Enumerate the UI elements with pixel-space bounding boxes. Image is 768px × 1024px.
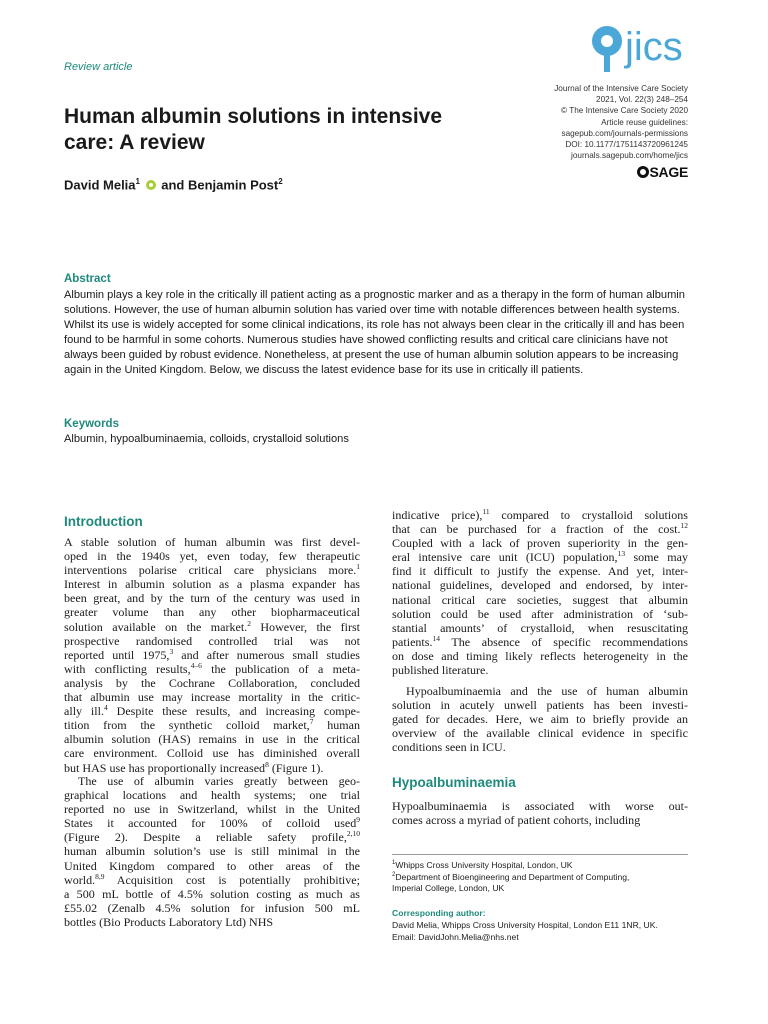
footnote-affiliation-2 [392,870,692,895]
footnote-text: Department of Bioengineering and Department of Computing, [395,871,630,882]
body-paragraph-1 [392,508,688,677]
text-run: ally ill. [64,704,104,719]
text-run: been great, and by the turn of the century was used in [64,591,360,606]
text-line [64,563,360,577]
text-run: find it difficult to justify the expense. And yet, inter- [392,564,688,579]
journal-name: Journal of the Intensive Care Society [554,84,688,93]
text-line [64,816,360,830]
text-run: Interest in albumin solution as a plasma expander has [64,577,360,592]
citation-ref[interactable]: 2,10 [346,829,360,839]
text-run: (Figure 1). [268,760,324,775]
text-line [64,620,360,634]
section-heading-introduction: Introduction [64,514,143,529]
text-line [392,593,688,607]
intro-paragraph-1 [64,535,360,775]
text-line [64,549,360,563]
text-run: some may [625,550,688,565]
text-run: stantial amounts’ of crystalloid, when resuscitating [392,620,688,635]
text-line [392,684,688,698]
publisher-name: SAGE [649,164,688,180]
text-line [64,887,360,901]
text-run: Hypoalbuminaemia and the use of human albumin [406,684,688,698]
text-line [392,635,688,649]
text-run: prospective randomised controlled trial was not [64,633,360,648]
author-name: David Melia [64,177,136,193]
text-run: United Kingdom compared to other areas of the [64,858,360,873]
corresponding-author-email[interactable]: Email: DavidJohn.Melia@nhs.net [392,931,519,942]
text-line [392,550,688,564]
text-run: a 500 mL bottle of 4.5% solution costing as much as [64,886,360,901]
text-line [392,522,688,536]
text-line [392,621,688,635]
citation-ref[interactable]: 2 [247,618,251,628]
text-run: States it accounted for 100% of colloid used [64,816,357,831]
text-run: graphical locations and health systems; one trial [64,788,360,803]
text-run: compared to crystalloid solutions [489,508,688,522]
text-run: human albumin solution’s use is still minimal in the [64,844,360,859]
text-run: oped in the 1940s yet, even today, few therapeutic [64,549,360,564]
text-line [64,830,360,844]
text-run: published literature. [392,663,489,678]
text-line [64,844,360,858]
footnote-marker: 1 [392,860,396,866]
jics-logo-icon [590,24,626,74]
citation-ref[interactable]: 4–6 [190,660,202,670]
abstract-text: Albumin plays a key role in the critically ill patient acting as a prognostic marker and as a therapy in the form of human albumin solutions. However, the use of human albumin solution has varied over time with notable differences between health systems. Whilst its use is widely accepted for some clinical indications, its role has not always been clear in the critically ill and has been found to be harmful in some cohorts. Numerous studies have showed conflicting results and critical care clinicians have not always been guided by robust evidence. Nonetheless, at present the use of human albumin solution appears to be increasing again in the United Kingdom. Below, we discuss the latest evidence base for its use in critically ill patients. [64,289,685,376]
body-paragraph-2 [392,684,688,754]
text-run: (Figure 2). Despite a reliable safety profile, [64,830,347,845]
reuse-label: Article reuse guidelines: [601,117,688,127]
text-run: A stable solution of human albumin was first devel- [64,535,360,549]
article-title-line: care: A review [64,131,205,154]
footnote-text: Imperial College, London, UK [392,883,505,894]
text-run: that albumin use may increase mortality in the critic- [64,690,360,705]
text-run: eral intensive care unit (ICU) population, [392,550,618,565]
orcid-icon[interactable] [146,180,156,190]
intro-paragraph-2 [64,774,360,929]
citation-ref[interactable]: 11 [482,506,490,516]
corresponding-author-details [392,920,692,943]
text-run: bottles (Bio Products Laboratory Ltd) NHS [64,914,274,929]
affiliation-ref: 1 [135,177,140,186]
citation-ref[interactable]: 14 [432,633,440,643]
footnote-text: Whipps Cross University Hospital, London, UK [395,859,573,870]
footnote-divider [392,854,688,855]
text-run: human [313,718,360,733]
journal-volume: 2021, Vol. 22(3) 248–254 [596,95,688,105]
text-run: analysis by the Cochrane Collaboration, concluded [64,675,360,690]
text-line [392,508,688,522]
text-run: Despite these results, and increasing compe- [107,704,361,719]
text-run: greater volume than any other biopharmaceutical [64,605,360,620]
text-run: albumin solution (HAS) remains in use in the critical [64,732,360,747]
text-run: tition from the synthetic colloid market, [64,718,310,733]
text-line [64,802,360,816]
text-run: the publication of a meta- [201,661,361,676]
citation-ref[interactable]: 4 [104,703,108,713]
text-line [64,746,360,760]
citation-ref[interactable]: 13 [617,549,626,559]
citation-ref[interactable]: 1 [356,562,360,572]
corresponding-author-heading: Corresponding author: [392,908,486,918]
text-run: but HAS use has proportionally increased [64,760,266,775]
citation-ref[interactable]: 12 [680,521,688,531]
text-line [64,591,360,605]
keywords-heading: Keywords [64,418,119,430]
text-line [64,634,360,648]
copyright: © The Intensive Care Society 2020 [561,106,688,116]
text-run: £55.02 (Zenalb 4.5% solution for infusion 500 mL [64,900,360,915]
text-run: with conflicting results, [64,661,191,676]
text-line [392,698,688,712]
text-line [392,712,688,726]
text-line [64,662,360,676]
text-run: Coupled with a lack of proven superiority in the gen- [392,536,688,551]
text-run: The absence of specific recommendations [439,634,688,649]
text-line [392,564,688,578]
text-line [64,648,360,662]
text-run: national critical care societies, suggest that albumin [392,592,688,607]
reuse-link[interactable]: sagepub.com/journals-permissions [561,128,688,138]
text-line [64,873,360,887]
author-list [64,177,283,192]
journal-logo-text: jics [625,25,683,69]
text-line [64,915,360,929]
article-title [64,104,504,156]
citation-ref[interactable]: 7 [309,717,314,727]
text-run: solution could be used after administration of ‘sub- [392,606,688,621]
text-line [64,535,360,549]
author-name: and Benjamin Post [157,177,279,193]
text-run: Acquisition cost is potentially prohibitive; [104,872,360,887]
sage-icon [637,166,649,178]
text-run: However, the first [250,619,360,634]
text-run: interventions polarise critical care physicians more. [64,563,357,578]
text-run: reported no use in Switzerland, whilst in the United [64,802,360,817]
text-line [64,761,360,775]
text-line [64,774,360,788]
text-run: care environment. Colloid use has diminished overall [64,746,360,761]
citation-ref[interactable]: 8,9 [95,871,105,881]
text-run: that can be purchased for a fraction of the cost. [392,522,681,537]
text-line [64,859,360,873]
keywords-text: Albumin, hypoalbuminaemia, colloids, crystalloid solutions [64,433,349,445]
text-line [64,704,360,718]
text-line [392,578,688,592]
text-run: on dose and timing likely reflects heterogeneity in the [392,648,688,663]
abstract-heading: Abstract [64,273,111,285]
text-line [64,577,360,591]
body-paragraph-3 [392,799,688,827]
text-run: gated for decades. Here, we aim to briefly provide an [392,712,688,727]
text-run: solution available on the market. [64,619,248,634]
text-run: national guidelines, developed and endorsed, by inter- [392,578,688,593]
article-type-label: Review article [64,61,133,73]
doi[interactable]: DOI: 10.1177/1751143720961245 [565,140,688,150]
text-run: conditions seen in ICU. [392,740,506,755]
journal-home-link[interactable]: journals.sagepub.com/home/jics [571,151,688,161]
text-line [392,649,688,663]
text-line [392,799,688,813]
text-run: patients. [392,634,433,649]
publisher-logo [637,164,688,180]
citation-ref[interactable]: 3 [169,646,174,656]
footnote-marker: 2 [392,872,396,878]
text-line [64,788,360,802]
text-line [64,605,360,619]
text-line [64,901,360,915]
text-run: and after numerous small studies [173,647,360,662]
text-line [64,676,360,690]
text-line [64,718,360,732]
text-line [392,663,688,677]
text-run: The use of albumin varies greatly between geo- [78,774,360,788]
text-run: solution in acutely unwell patients has been investi- [392,698,688,713]
text-line [392,607,688,621]
text-line [392,726,688,740]
citation-ref[interactable]: 9 [356,815,360,825]
text-line [392,740,688,754]
affiliation-ref: 2 [278,177,283,186]
text-run: Hypoalbuminaemia is associated with worse out- [392,799,688,813]
section-heading-hypoalbuminaemia: Hypoalbuminaemia [392,775,516,790]
text-line [64,690,360,704]
text-run: overview of the available clinical evidence in specific [392,726,688,741]
text-line [64,732,360,746]
citation-ref[interactable]: 8 [265,759,269,769]
text-run: comes across a myriad of patient cohorts, including [392,813,641,828]
article-title-line: Human albumin solutions in intensive [64,105,443,128]
text-run: indicative price), [392,508,483,522]
text-run: world. [64,872,96,887]
text-run: reported until 1975, [64,647,170,662]
text-line [392,536,688,550]
corresponding-author-address: David Melia, Whipps Cross University Hospital, London E11 1NR, UK. [392,920,658,930]
text-line [392,813,688,827]
